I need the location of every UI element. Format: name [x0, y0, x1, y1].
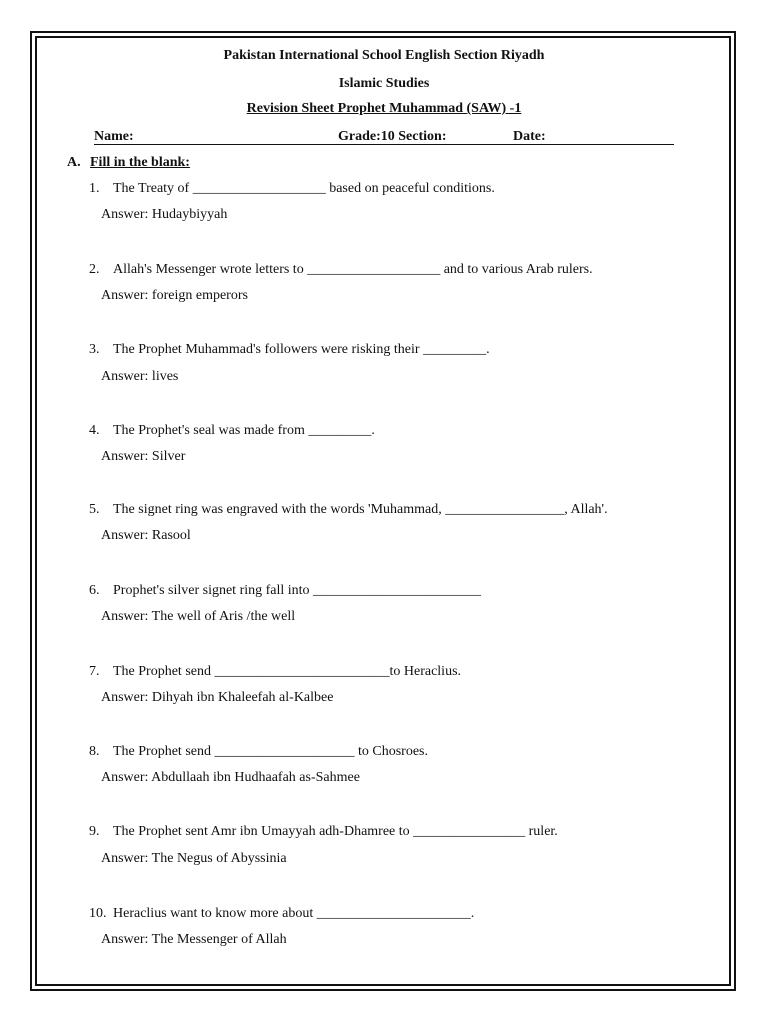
answer-4: Answer: Silver [101, 449, 186, 464]
question-text: The Prophet send ____________________ to Chosroes. [113, 744, 428, 759]
question-number: 7. [89, 664, 100, 679]
question-number: 1. [89, 181, 100, 196]
question-number: 6. [89, 583, 100, 598]
answer-1: Answer: Hudaybiyyah [101, 207, 228, 222]
section-heading [67, 155, 190, 171]
question-8 [89, 744, 428, 760]
question-number: 3. [89, 342, 100, 357]
answer-6: Answer: The well of Aris /the well [101, 609, 296, 624]
subject-title: Islamic Studies [338, 76, 430, 91]
sheet-title: Revision Sheet Prophet Muhammad (SAW) -1 [246, 101, 522, 116]
grade-section-label: Grade:10 Section: [338, 129, 447, 144]
question-3 [89, 342, 490, 358]
answer-9: Answer: The Negus of Abyssinia [101, 851, 287, 866]
answer-7: Answer: Dihyah ibn Khaleefah al-Kalbee [101, 690, 334, 705]
question-text: The Prophet send _________________________to Heraclius. [113, 664, 462, 679]
info-underline [94, 144, 674, 145]
answer-8: Answer: Abdullaah ibn Hudhaafah as-Sahmee [101, 770, 360, 785]
question-number: 2. [89, 262, 100, 277]
answer-3: Answer: lives [101, 369, 179, 384]
question-9 [89, 824, 558, 840]
question-number: 5. [89, 502, 100, 517]
question-text: Prophet's silver signet ring fall into ________________________ [113, 583, 482, 598]
section-letter: A. [67, 155, 81, 170]
question-text: The signet ring was engraved with the words 'Muhammad, _________________, Allah'. [113, 502, 608, 517]
question-7 [89, 664, 461, 680]
answer-10: Answer: The Messenger of Allah [101, 932, 287, 947]
question-4 [89, 423, 375, 439]
answer-5: Answer: Rasool [101, 528, 191, 543]
section-title: Fill in the blank: [90, 155, 190, 170]
question-1 [89, 181, 495, 197]
question-number: 9. [89, 824, 100, 839]
question-text: The Prophet sent Amr ibn Umayyah adh-Dhamree to ________________ ruler. [113, 824, 558, 839]
name-label: Name: [94, 129, 134, 144]
question-5 [89, 502, 608, 518]
date-label: Date: [513, 129, 546, 144]
question-text: The Prophet Muhammad's followers were risking their _________. [113, 342, 490, 357]
question-number: 4. [89, 423, 100, 438]
question-number: 10. [89, 906, 107, 921]
question-6 [89, 583, 481, 599]
question-2 [89, 262, 593, 278]
question-10 [89, 906, 474, 922]
question-text: Allah's Messenger wrote letters to ___________________ and to various Arab rulers. [113, 262, 593, 277]
question-text: The Treaty of ___________________ based on peaceful conditions. [113, 181, 495, 196]
student-info-row [94, 129, 674, 145]
question-number: 8. [89, 744, 100, 759]
question-text: The Prophet's seal was made from _________. [113, 423, 375, 438]
school-name: Pakistan International School English Section Riyadh [223, 48, 545, 63]
question-text: Heraclius want to know more about ______________________. [113, 906, 475, 921]
answer-2: Answer: foreign emperors [101, 288, 248, 303]
